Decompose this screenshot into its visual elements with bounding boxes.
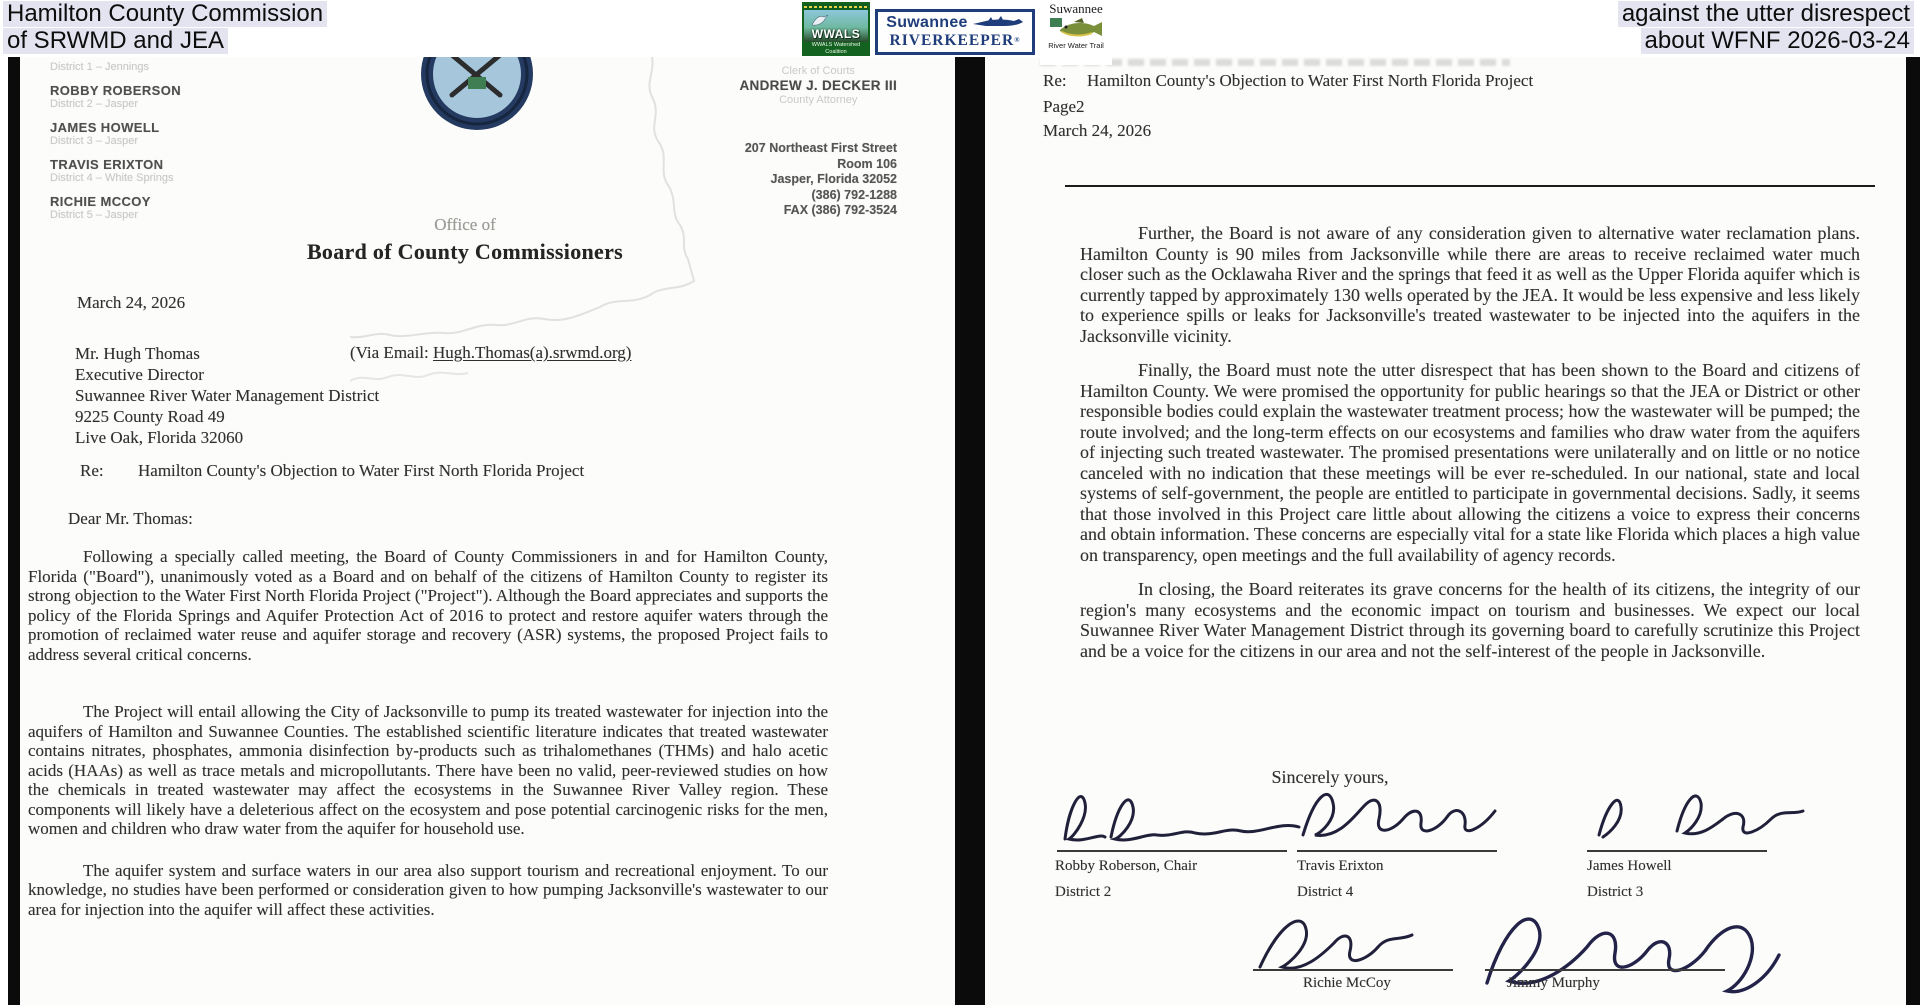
- caption-right: [1618, 1, 1914, 55]
- recipient-block: [75, 343, 379, 448]
- commissioner-district: District 5 – Jasper: [50, 209, 139, 221]
- commissioner-name: ROBBY ROBERSON: [50, 83, 182, 98]
- board-title: Board of County Commissioners: [306, 239, 624, 264]
- address-line: FAX (386) 792-3524: [783, 203, 897, 217]
- signer-name: Jimmy Murphy: [1507, 975, 1600, 991]
- signer-district: District 4: [1297, 884, 1354, 900]
- re-subject: Hamilton County's Objection to Water First North Florida Project: [1087, 71, 1534, 90]
- caption-left-line2: of SRWMD and JEA: [3, 28, 228, 54]
- recipient-line: Live Oak, Florida 32060: [75, 428, 244, 447]
- commissioner-district: District 4 – White Springs: [50, 172, 174, 184]
- commissioner-item: [50, 194, 181, 222]
- left-page-border: [8, 57, 20, 1005]
- caption-right-line2: about WFNF 2026-03-24: [1641, 28, 1914, 54]
- horizontal-rule: [1065, 185, 1875, 187]
- suwannee-riverkeeper-logo: [875, 9, 1035, 55]
- commissioner-name: RICHIE MCCOY: [50, 194, 151, 209]
- salutation: Dear Mr. Thomas:: [68, 509, 193, 528]
- re-label: Re:: [80, 461, 104, 480]
- letter-date: March 24, 2026: [77, 293, 186, 312]
- office-of-label: Office of: [434, 215, 496, 234]
- registered-mark: ®: [1014, 36, 1021, 44]
- recipient-line: Executive Director: [75, 365, 204, 384]
- caption-banner: [0, 0, 1920, 57]
- signature-robby-roberson: [1055, 777, 1305, 857]
- paragraph: Following a specially called meeting, the Board of County Commissioners in and for Hamilton County, Florida ("Board"), unanimously voted as a Board and on behalf of the citizens of Hamilton County to register its strong objection to the Water First North Florida Project ("Project"). Although the Board appreciates and supports the policy of the Florida Springs and Aquifer Protection Act of 2016 to protect and restore aquifer waters through the promotion of reclaimed water reuse and aquifer storage and recovery (ASR) systems, the proposed Project fails to address several critical concerns.: [28, 547, 828, 664]
- watertrail-logo-line2: River Water Trail: [1048, 41, 1104, 50]
- recipient-line: 9225 County Road 49: [75, 407, 225, 426]
- letter-body-page2: [1080, 223, 1860, 675]
- re-label: Re:: [1043, 71, 1067, 90]
- commissioner-district: District 2 – Jasper: [50, 98, 139, 110]
- commissioner-district: District 1 – Jennings: [50, 61, 150, 73]
- letter-page-2: [985, 57, 1906, 1005]
- via-email-address: Hugh.Thomas(a).srwmd.org): [433, 343, 632, 362]
- signature-line: [1253, 969, 1453, 971]
- closing-line: Sincerely yours,: [1271, 767, 1389, 787]
- signer-name: Richie McCoy: [1303, 975, 1391, 991]
- county-map-outline-icon: [350, 51, 750, 571]
- signer-district: District 3: [1587, 884, 1644, 900]
- re-subject: Hamilton County's Objection to Water First North Florida Project: [138, 461, 585, 480]
- signature-ink-icon: [1055, 777, 1305, 857]
- caption-left: [3, 1, 327, 55]
- signature-travis-erixton: [1295, 775, 1515, 855]
- commissioner-name: JAMES HOWELL: [50, 120, 160, 135]
- attorney-name: ANDREW J. DECKER III: [739, 78, 897, 93]
- wwals-logo-title: WWALS: [811, 27, 861, 41]
- signer-name: Travis Erixton: [1297, 858, 1384, 874]
- via-email-label: (Via Email:: [350, 343, 434, 362]
- signature-line: [1485, 969, 1725, 971]
- paragraph: In closing, the Board reiterates its grave concerns for the health of its citizens, the integrity of our region's many ecosystems and the economic impact on tourism and businesses. We expect our local Suwannee River Water Management District through its governing board to carefully scrutinize this Project and be a voice for the citizens in our area and not the self-interest of the people in Jacksonville.: [1080, 579, 1860, 661]
- county-attorney-block: [739, 65, 897, 107]
- page-number-label: Page2: [1043, 97, 1085, 116]
- letter-date: March 24, 2026: [1043, 121, 1152, 140]
- commissioner-item: [50, 120, 181, 148]
- signature-line: [1297, 850, 1497, 852]
- letter-page-1: [20, 57, 955, 1005]
- signature-ink-icon: [1585, 779, 1815, 849]
- heron-icon: [810, 13, 830, 27]
- re-line: [1043, 71, 1533, 91]
- signature-ink-icon: [1295, 775, 1515, 855]
- wwals-logo: [802, 2, 870, 56]
- signature-james-howell: [1585, 779, 1815, 849]
- county-address-block: [745, 141, 897, 219]
- signer-name: Robby Roberson, Chair: [1055, 858, 1198, 874]
- caption-right-line1: against the utter disrespect: [1618, 1, 1914, 27]
- river-water-trail-logo: [1040, 1, 1112, 65]
- sturgeon-icon: [972, 16, 1024, 30]
- watertrail-logo-line1: Suwannee: [1049, 1, 1103, 16]
- commissioner-name: TRAVIS ERIXTON: [50, 157, 164, 172]
- caption-left-line1: Hamilton County Commission: [3, 1, 327, 27]
- commissioner-item: [50, 61, 181, 74]
- wwals-logo-bottom-text: WWALS Watershed Coalition: [804, 42, 868, 56]
- commissioner-item: [50, 83, 181, 111]
- wwals-logo-scene: [804, 10, 868, 42]
- right-page-border: [1906, 57, 1920, 1005]
- attorney-title: County Attorney: [779, 94, 858, 106]
- recipient-line: Suwannee River Water Management District: [75, 386, 380, 405]
- re-line: [80, 461, 584, 481]
- address-line: (386) 792-1288: [811, 187, 897, 202]
- signature-line: [1587, 850, 1767, 852]
- commissioner-list: [50, 61, 181, 231]
- riverkeeper-logo-line1: Suwannee: [886, 14, 968, 31]
- letter-body-page1: [28, 547, 828, 919]
- page-divider: [955, 57, 985, 1005]
- paragraph: The aquifer system and surface waters in our area also support tourism and recreational enjoyment. To our knowledge, no studies have been performed or consideration given to how pumping Jacksonville's wastewater to our area for injection into the aquifer will affect these activities.: [28, 860, 828, 919]
- signature-line: [1057, 850, 1287, 852]
- clerk-of-courts-label: Clerk of Courts: [781, 65, 855, 77]
- signer-district: District 2: [1055, 884, 1112, 900]
- riverkeeper-logo-line2: RIVERKEEPER®: [889, 32, 1021, 49]
- via-email-note: [350, 343, 631, 363]
- address-line: Jasper, Florida 32052: [770, 172, 897, 186]
- address-line: 207 Northeast First Street: [744, 141, 897, 155]
- recipient-line: Mr. Hugh Thomas: [75, 344, 200, 363]
- commissioner-district: District 3 – Jasper: [50, 135, 139, 147]
- paragraph: Finally, the Board must note the utter disrespect that has been shown to the Board and citizens of Hamilton County. We were promised the opportunity for public hearings so that the JEA or District or other responsible bodies could explain the wastewater treatment process; how the wastewater will be pumped; the route involved; and the long-term effects on our ecosystems and families who draw water from the aquifers of injecting such treated wastewater. The promised presentations were unilaterally and on little or no notice canceled with no indication that these meetings will be ever re-scheduled. In our national, state and local systems of self-government, the people are entitled to participate in governmental decisions. Sadly, it seems that those involved in this Project care little about allowing the citizens a voice to express their concerns and obtain information. These concerns are especially vital for a state like Florida which places a high value on transparency, open meetings and the full availability of agency records.: [1080, 360, 1860, 565]
- address-line: Room 106: [837, 156, 897, 171]
- commissioner-item: [50, 157, 181, 185]
- paragraph: The Project will entail allowing the City of Jacksonville to pump its treated wastewater for injection into the aquifers of Hamilton and Suwannee Counties. The established scientific literature indicates that treated wastewater contains nitrates, phosphates, ammonia disinfection by-products such as trihalomethanes (THMs) and halo acetic acids (HAAs) as well as trace metals and micropollutants. There have been no valid, peer-reviewed studies on how the chemicals in treated wastewater may affect the ecosystems in the Suwannee River Valley region. These components will likely have a deleterious affect on the ecosystem and pose potential carcinogenic risks for the men, women and children who draw water from the aquifer for household use.: [28, 702, 828, 838]
- bass-fish-icon: [1048, 16, 1104, 42]
- signer-name: James Howell: [1587, 858, 1672, 874]
- paragraph: Further, the Board is not aware of any consideration given to alternative water reclamation plans. Hamilton County is 90 miles from Jacksonville while there are areas to receive reclaimed water much closer such as the Ocklawaha River and the springs that feed it as well as the Upper Florida aquifer which is currently tapped by approximately 130 wells operated by the JEA. It would be less expensive and less likely to experience spills or leaks for Jacksonville's treated wastewater to be injected into the aquifers in the Jacksonville vicinity.: [1080, 223, 1860, 346]
